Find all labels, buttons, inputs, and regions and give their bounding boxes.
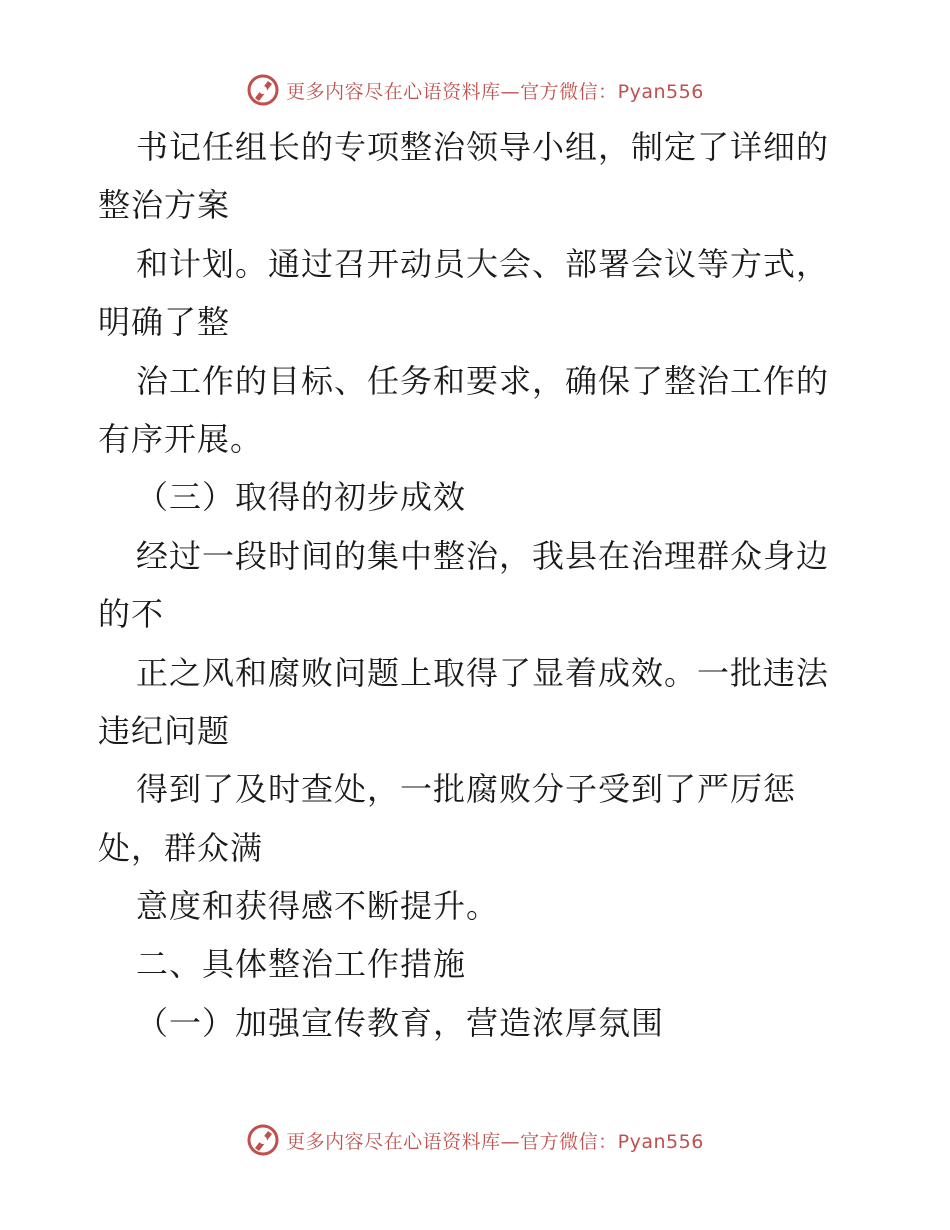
text-line: （三）取得的初步成效 [136,478,467,517]
text-line: 整治方案 [98,186,231,225]
text-line: 意度和获得感不断提升。 [136,887,500,926]
document-body [98,118,858,1052]
text-line: 得到了及时查处，一批腐败分子受到了严厉惩 [136,770,797,809]
header-banner-text: 更多内容尽在心语资料库—官方微信：Pyan556 [286,80,704,103]
text-line: 违纪问题 [98,711,231,750]
text-line: （一）加强宣传教育，营造浓厚氛围 [136,1003,665,1042]
pen-logo-icon [246,1123,280,1157]
text-line: 治工作的目标、任务和要求，确保了整治工作的 [136,361,830,400]
text-line: 有序开展。 [98,419,264,458]
text-line: 正之风和腐败问题上取得了显着成效。一批违法 [136,653,830,692]
pen-logo-icon [246,73,280,107]
text-line: 书记任组长的专项整治领导小组，制定了详细的 [136,128,830,166]
footer-banner [0,1120,950,1160]
text-line: 的不 [98,595,165,634]
footer-banner-text: 更多内容尽在心语资料库—官方微信：Pyan556 [286,1130,704,1153]
text-line: 和计划。通过召开动员大会、部署会议等方式， [136,244,830,283]
text-line: 经过一段时间的集中整治，我县在治理群众身边 [136,536,830,575]
text-line: 处，群众满 [98,828,264,867]
header-banner [0,70,950,110]
text-line: 明确了整 [98,303,231,342]
text-line: 二、具体整治工作措施 [136,945,467,984]
